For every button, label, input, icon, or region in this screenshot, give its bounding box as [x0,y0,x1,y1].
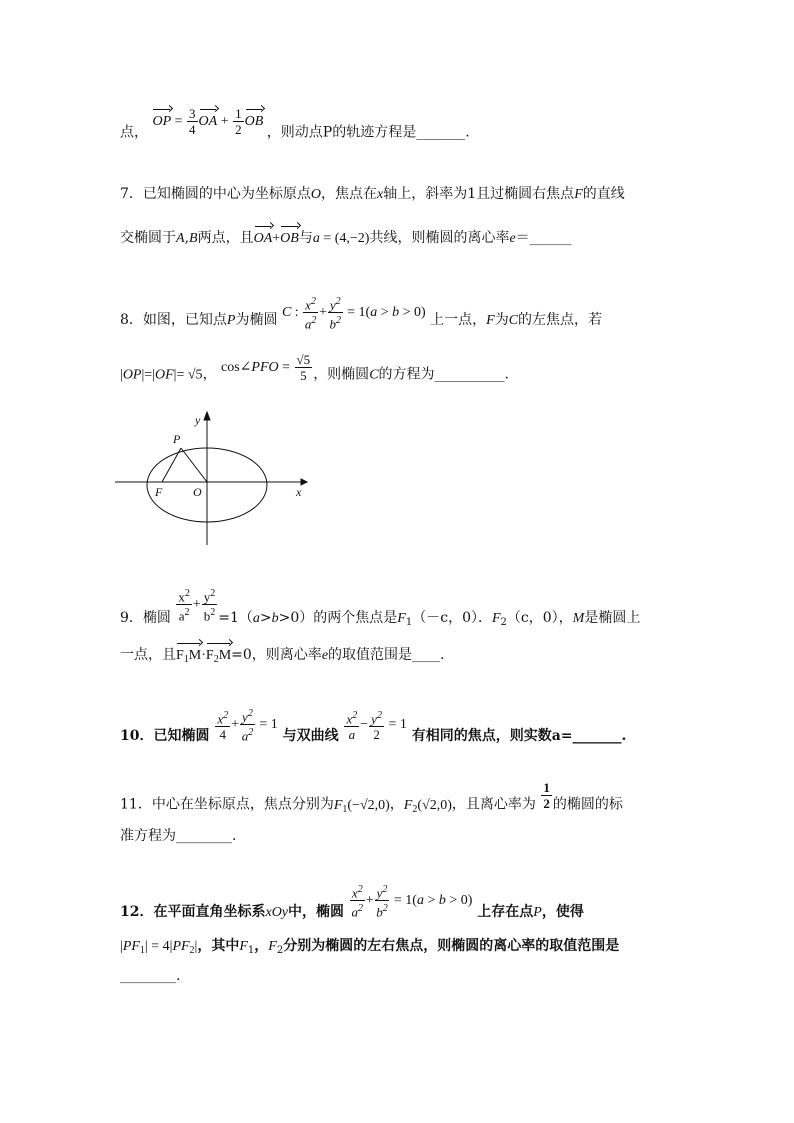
label-x: x [296,485,302,499]
x-axis-arrow [301,479,307,485]
q8-line-1: 8．如图，已知点P为椭圆 C : $\frac{x^2}{a^2}$ + $\frac{y^2}{b^2}$ = 1(a > b > 0) 上一点，F为C的左焦点，若 [120,296,603,332]
label-y: y [195,413,201,427]
q11-line-2: 准方程为________. [120,828,237,844]
segment-po [181,448,207,482]
q7-line-2: 交椭圆于A,B两点，且OA+OB与a = (4,−2)共线，则椭圆的离心率e＝______ [120,228,572,249]
label-p: P [173,432,181,446]
q12-line-3: ________. [120,968,181,984]
q10-line: 10．已知椭圆 $\frac{x^2}{4}$ + $\frac{y^2}{a^2}$ = 1 与双曲线 $\frac{x^2}{a}$ − $\frac{y^2}{2}$ = 1 有相同的焦点，则实数a=_______. [120,708,627,745]
q11-line-1: 11．中心在坐标原点，焦点分别为$F_1(-√2,0)$，$F_2(√2,0)$，且离心率为 $\frac{1}{2}$ 的椭圆的标 [120,780,623,815]
segment-pf [162,448,181,482]
q12-line-2: $|PF_1| = 4|PF_2|$，其中$F_1$，$F_2$分别为椭圆的左右焦点，则椭圆的离心率的取值范围是 [120,938,620,956]
label-o: O [193,485,202,499]
q6-equation: OP = $\frac{3}{4}$ OA + $\frac{1}{2}$ OB [152,106,264,137]
q8-line-2: |OP|=|OF|= √5， cos∠PFO = $\frac{√5}{5}$ ，则椭圆C的方程为__________. [120,352,509,383]
q12-line-1: 12．在平面直角坐标系xOy中，椭圆 $\frac{x^2}{a^2}$ + $\frac{y^2}{b^2}$ = 1(a > b > 0) 上存在点P，使得 [120,884,584,921]
q6-line: 点， OP = $\frac{3}{4}$ OA + $\frac{1}{2}$ OB ，则动点P的轨迹方程是_______. [120,106,470,141]
q9-line-2: 一点，且$F_1M\cdot F_2M=0$，则离心率e的取值范围是____. [120,645,444,670]
label-f: F [155,485,163,499]
q7-line-1: 7．已知椭圆的中心为坐标原点O，焦点在x轴上，斜率为1且过椭圆右焦点F的直线 [120,186,625,202]
y-axis-arrow [204,412,210,420]
q9-line-1: 9．椭圆 $\frac{x^2}{a^2}$ + $\frac{y^2}{b^2}$ =1（a>b>0）的两个焦点是$F_1(-c$，0）．$F_2(c$，0），M是椭圆上 [120,588,641,629]
ellipse-figure [115,410,315,550]
